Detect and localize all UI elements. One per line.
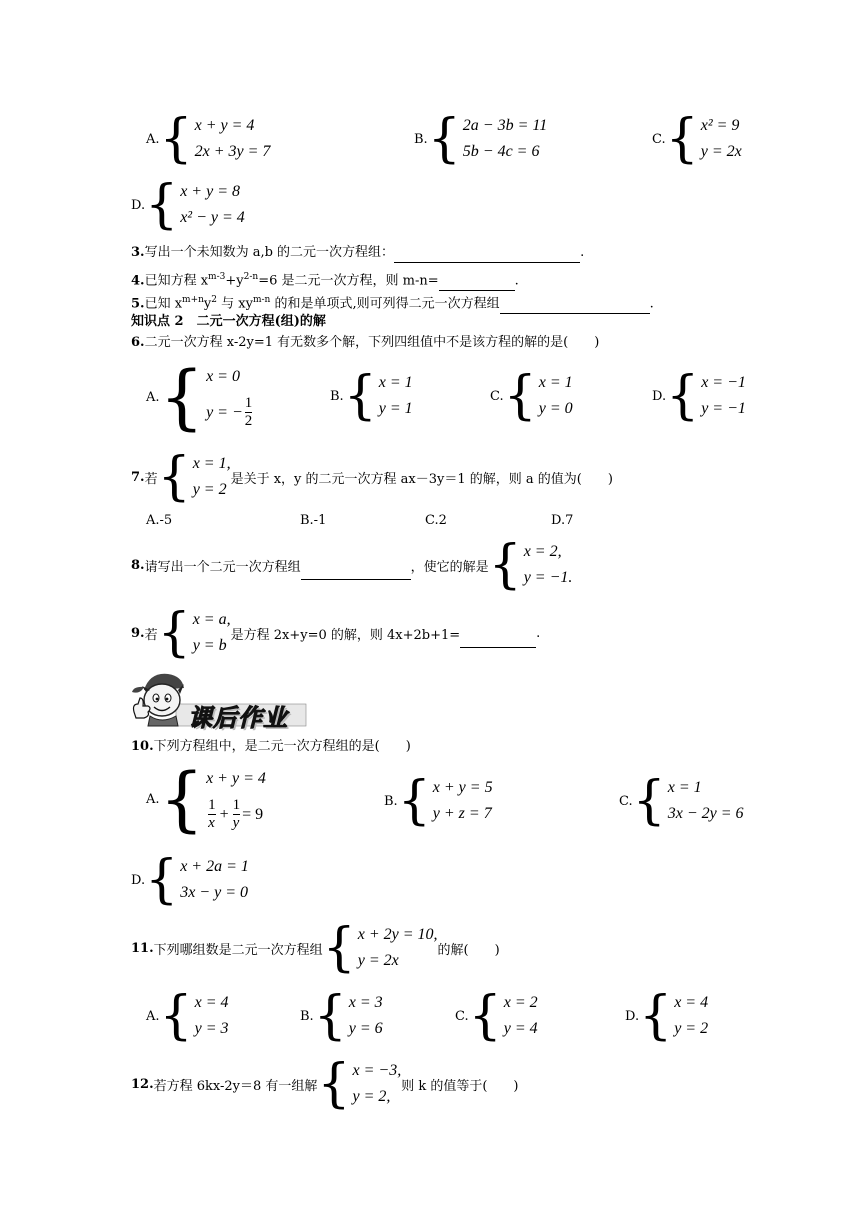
equation: x² − y = 4 <box>180 209 245 226</box>
text: 已知 x <box>144 296 183 312</box>
question-text: 写出一个未知数为 a,b 的二元一次方程组： <box>144 245 395 260</box>
question-8 <box>131 535 573 595</box>
equation-system <box>397 771 493 831</box>
equation: y = −1 <box>701 400 746 417</box>
superscript: 2 <box>211 295 218 305</box>
equation: x = −3, <box>352 1062 402 1079</box>
equation-system <box>157 447 231 507</box>
text: =6 是二元一次方程，则 m-n= <box>258 273 439 289</box>
superscript: m-n <box>252 295 271 305</box>
answer-blank[interactable] <box>301 564 411 580</box>
section-title: 知识点 2 二元一次方程(组)的解 <box>131 314 326 329</box>
answer-blank[interactable] <box>439 272 515 291</box>
q11-option-d[interactable] <box>625 986 709 1046</box>
equation: y = 4 <box>503 1020 538 1037</box>
equation: y = 3 <box>194 1020 229 1037</box>
q6-option-c[interactable] <box>490 366 573 426</box>
period: . <box>536 625 541 641</box>
equation <box>206 395 254 430</box>
equation: x² = 9 <box>700 117 740 134</box>
brace: { <box>666 366 700 426</box>
equation: x = 2 <box>503 994 538 1011</box>
equation: x + y = 8 <box>180 183 240 200</box>
equation: x = 4 <box>674 994 709 1011</box>
option-label: A. <box>146 791 160 807</box>
equations <box>668 775 744 827</box>
q2-option-b[interactable] <box>414 109 548 169</box>
brace: { <box>145 850 179 910</box>
question-9 <box>131 603 541 663</box>
question-text: 二元一次方程 x-2y=1 有无数多个解，下列四组值中不是该方程的解的是( ) <box>144 335 600 350</box>
question-number: 8. <box>131 557 145 573</box>
banner-title: 课后作业 <box>188 704 288 732</box>
equation-system <box>159 109 271 169</box>
superscript: 2-n <box>243 272 259 282</box>
equation: y = −1. <box>523 569 573 586</box>
equation-system <box>666 366 746 426</box>
period: . <box>514 273 519 289</box>
equation: 3x − 2y = 6 <box>667 805 744 822</box>
equation-system <box>488 535 573 595</box>
denominator: 2 <box>244 413 253 429</box>
question-text: 若方程 6kx-2y＝8 有一组解 <box>153 1078 318 1094</box>
equations <box>674 990 708 1042</box>
equations <box>206 364 254 430</box>
equation: x + 2y = 10, <box>357 926 438 943</box>
q11-option-b[interactable] <box>300 986 383 1046</box>
question-number: 10. <box>131 739 154 754</box>
equation: y = 1 <box>378 400 413 417</box>
equation: y = 2x <box>357 952 399 969</box>
equation-system <box>632 771 744 831</box>
brace: { <box>159 758 205 840</box>
brace: { <box>157 603 191 663</box>
option-label: B. <box>384 793 398 809</box>
brace: { <box>639 986 673 1046</box>
q6-option-b[interactable] <box>330 366 413 426</box>
question-7 <box>131 447 613 507</box>
equations <box>433 775 493 827</box>
text: 若 <box>144 627 158 643</box>
q6-option-a[interactable] <box>146 356 254 438</box>
question-text: 是方程 2x+y=0 的解，则 4x+2b+1= <box>230 627 461 643</box>
brace: { <box>313 986 347 1046</box>
option-label: D. <box>131 872 146 888</box>
equation: y = 2 <box>192 481 227 498</box>
option-label: D. <box>131 197 146 213</box>
equations <box>701 113 742 165</box>
equation: x + y = 4 <box>206 770 266 787</box>
q10-option-c[interactable] <box>619 771 744 831</box>
question-number: 9. <box>131 625 145 641</box>
equation-system <box>639 986 709 1046</box>
equation: x + y = 4 <box>194 117 255 134</box>
period: . <box>649 296 654 312</box>
question-text: 下列哪组数是二元一次方程组 <box>153 942 323 958</box>
equation: x = 2, <box>523 543 562 560</box>
brace: { <box>503 366 537 426</box>
question-number: 11. <box>131 940 154 956</box>
brace: { <box>397 771 431 831</box>
text: 已知方程 x <box>144 273 209 289</box>
question-number: 4. <box>131 273 145 289</box>
equation-system <box>313 986 383 1046</box>
equation: y = 0 <box>538 400 573 417</box>
text: 与 xy <box>217 296 253 312</box>
q2-option-d[interactable] <box>131 175 245 235</box>
equation: y = 2 <box>674 1020 709 1037</box>
equation-system <box>468 986 538 1046</box>
equation: y + z = 7 <box>432 805 492 822</box>
q11-option-c[interactable] <box>455 986 538 1046</box>
denominator: x <box>208 815 215 831</box>
option-label: D. <box>652 388 667 404</box>
equation-system <box>503 366 573 426</box>
equation: x = 1 <box>378 374 413 391</box>
equation: x = a, <box>192 611 231 628</box>
q2-option-c[interactable] <box>652 109 742 169</box>
numerator: 1 <box>208 797 216 813</box>
equations <box>524 539 573 591</box>
equation-system <box>145 850 249 910</box>
question-10 <box>131 738 411 756</box>
text: ，使它的解是 <box>410 559 489 575</box>
text: 的解( ) <box>437 942 500 958</box>
text: 的和是单项式,则可列得二元一次方程组 <box>270 296 500 312</box>
question-number: 5. <box>131 296 145 312</box>
equation-system <box>145 175 245 235</box>
brace: { <box>159 986 193 1046</box>
brace: { <box>427 109 461 169</box>
equations <box>195 113 271 165</box>
equation: x = 1 <box>538 374 573 391</box>
question-number: 3. <box>131 245 145 260</box>
superscript: m+n <box>182 295 204 305</box>
question-number: 12. <box>131 1076 154 1092</box>
rhs: = 9 <box>242 805 264 823</box>
equations <box>193 451 231 503</box>
brace: { <box>159 109 193 169</box>
equation: x + y = 5 <box>432 779 493 796</box>
q7-option-b[interactable]: B.-1 <box>300 513 327 528</box>
fraction <box>208 797 216 832</box>
equation: y = 6 <box>348 1020 383 1037</box>
equation-system <box>157 603 231 663</box>
text: +y <box>225 273 244 289</box>
equation: y = 2, <box>352 1088 391 1105</box>
equations <box>353 1058 402 1110</box>
equation: 5b − 4c = 6 <box>462 143 540 160</box>
question-12 <box>131 1054 519 1114</box>
equation: x = 3 <box>348 994 383 1011</box>
equation-system <box>159 356 255 438</box>
q11-option-a[interactable] <box>146 986 229 1046</box>
equations <box>379 370 413 422</box>
question-number: 7. <box>131 469 145 485</box>
equation-system <box>427 109 548 169</box>
equations <box>180 179 245 231</box>
question-text: 是关于 x，y 的二元一次方程 ax－3y＝1 的解，则 a 的值为( ) <box>230 471 613 487</box>
equation: x = 1 <box>667 779 702 796</box>
equation: x = 0 <box>206 368 240 385</box>
question-4 <box>131 268 519 291</box>
equation-system <box>159 758 266 840</box>
equation: 3x − y = 0 <box>180 884 248 901</box>
option-label: C. <box>652 131 666 147</box>
question-text: 请写出一个二元一次方程组 <box>144 559 301 575</box>
answer-blank[interactable] <box>394 244 580 263</box>
equations <box>504 990 538 1042</box>
equation: 2x + 3y = 7 <box>194 143 271 160</box>
question-6 <box>131 334 599 352</box>
text: 若 <box>144 471 158 487</box>
q10-option-b[interactable] <box>384 771 493 831</box>
equation-system <box>317 1054 402 1114</box>
brace: { <box>665 109 699 169</box>
equation: 2a − 3b = 11 <box>462 117 548 134</box>
option-label: C. <box>490 388 504 404</box>
brace: { <box>157 447 191 507</box>
equation: y = 2x <box>700 143 742 160</box>
plus-sign: + <box>219 805 229 823</box>
option-label: B. <box>414 131 428 147</box>
text: 则 k 的值等于( ) <box>401 1078 519 1094</box>
q10-option-a[interactable] <box>146 758 266 840</box>
question-3 <box>131 244 584 263</box>
option-label: D. <box>625 1008 640 1024</box>
equation: x = 4 <box>194 994 229 1011</box>
equation-system <box>159 986 229 1046</box>
brace: { <box>159 356 205 438</box>
lhs: y = − <box>206 403 243 421</box>
equations <box>358 922 438 974</box>
question-5 <box>131 291 654 314</box>
equations <box>463 113 547 165</box>
denominator: y <box>232 815 240 831</box>
equation: x = 1, <box>192 455 231 472</box>
option-label: C. <box>619 793 633 809</box>
option-label: A. <box>146 389 160 405</box>
equations <box>349 990 383 1042</box>
answer-blank[interactable] <box>460 632 536 648</box>
q7-option-d[interactable]: D.7 <box>551 513 574 528</box>
brace: { <box>317 1054 351 1114</box>
question-text: 下列方程组中，是二元一次方程组的是( ) <box>153 739 411 754</box>
equations <box>195 990 229 1042</box>
homework-banner <box>128 668 308 730</box>
q7-option-c[interactable]: C.2 <box>425 513 447 528</box>
equation-system <box>322 918 438 978</box>
equations <box>539 370 573 422</box>
option-label: A. <box>146 131 160 147</box>
brace: { <box>145 175 179 235</box>
equations <box>180 854 249 906</box>
answer-blank[interactable] <box>500 295 650 314</box>
question-number: 6. <box>131 335 145 350</box>
option-label: A. <box>146 1008 160 1024</box>
equation: x + 2a = 1 <box>180 858 249 875</box>
option-label: B. <box>300 1008 314 1024</box>
fraction <box>245 395 253 430</box>
equations <box>206 766 266 832</box>
option-label: B. <box>330 388 344 404</box>
numerator: 1 <box>244 395 253 411</box>
brace: { <box>343 366 377 426</box>
equation: y = b <box>192 637 227 654</box>
equations <box>701 370 746 422</box>
text: y <box>203 296 212 312</box>
q6-option-d[interactable] <box>652 366 746 426</box>
option-label: C. <box>455 1008 469 1024</box>
q7-option-a[interactable]: A.-5 <box>146 513 173 528</box>
period: . <box>580 245 585 260</box>
q10-option-d[interactable] <box>131 850 249 910</box>
equation <box>206 797 266 832</box>
numerator: 1 <box>232 797 241 813</box>
superscript: m-3 <box>208 272 226 282</box>
q2-option-a[interactable] <box>146 109 271 169</box>
fraction <box>233 797 241 832</box>
equation-system <box>665 109 742 169</box>
brace: { <box>322 918 356 978</box>
brace: { <box>488 535 522 595</box>
brace: { <box>468 986 502 1046</box>
equations <box>193 607 231 659</box>
equation-system <box>343 366 413 426</box>
question-11 <box>131 918 500 978</box>
brace: { <box>632 771 666 831</box>
equation: x = −1 <box>701 374 746 391</box>
